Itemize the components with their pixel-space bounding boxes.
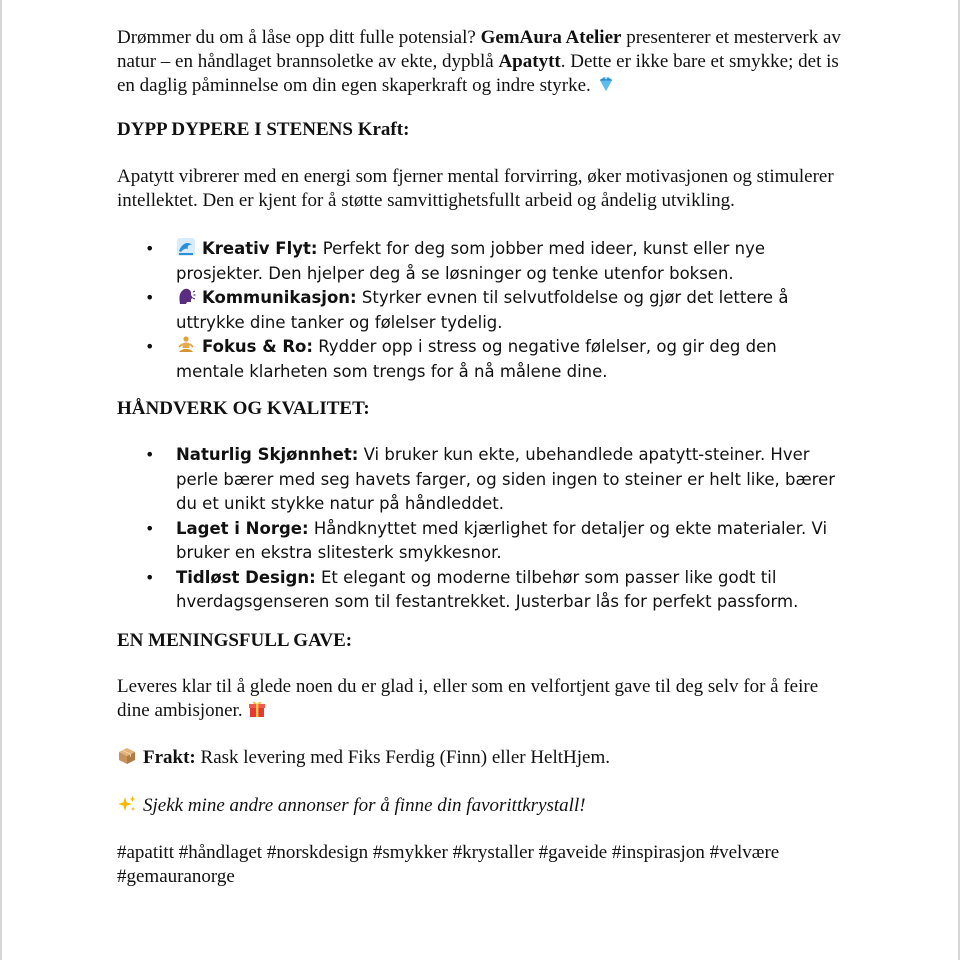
- intro-tail: . Dette er ikke bare et smykke; det is en daglig påminnelse om din egen skaperkraft og indre styrke.: [117, 51, 839, 96]
- bullet-label: Kreativ Flyt:: [202, 239, 318, 258]
- bullet-text: Rydder opp i stress og negative følelser, og gir deg den mentale klarheten som trengs for å nå målene dine.: [176, 337, 777, 381]
- shipping-label: Frakt:: [143, 746, 196, 768]
- list-item: [117, 335, 847, 384]
- section-heading-kraft: DYPP DYPERE I STENENS Kraft:: [117, 119, 410, 140]
- wave-icon: [176, 237, 196, 257]
- cta-line: [117, 794, 847, 818]
- bullet-label: Laget i Norge:: [176, 518, 309, 538]
- intro-prefix: Drømmer du om å låse opp ditt fulle potensial?: [117, 27, 476, 48]
- list-item: [117, 443, 847, 517]
- cta-text: Sjekk mine andre annonser for å finne din favorittkrystall!: [143, 794, 586, 816]
- benefits-list: [117, 237, 847, 384]
- intro-paragraph: [117, 26, 847, 98]
- meditation-icon: [176, 335, 196, 355]
- bullet-text: Perfekt for deg som jobber med ideer, kunst eller nye prosjekter. Den hjelper deg å se løsninger og tenke utenfor boksen.: [176, 239, 766, 283]
- list-item: [117, 286, 847, 335]
- bullet-label: Fokus & Ro:: [202, 337, 313, 356]
- list-item: [117, 237, 847, 286]
- section-heading-gave: EN MENINGSFULL GAVE:: [117, 629, 353, 651]
- section-heading-handverk: HÅNDVERK OG KVALITET:: [117, 398, 370, 419]
- bullet-text: Et elegant og moderne tilbehør som passer like godt til hverdagsgenseren som til festantrekket. Justerbar lås for perfekt passform.: [176, 567, 799, 611]
- section-body-gave: [117, 675, 847, 723]
- gift-icon: [247, 699, 267, 719]
- quality-list: [117, 443, 847, 615]
- bullet-text: Vi bruker kun ekte, ubehandlede apatytt-steiner. Hver perle bærer med seg havets farger, og siden ingen to steiner er helt like, bærer du et unikt stykke natur på håndleddet.: [176, 445, 836, 513]
- section-body-kraft: Apatytt vibrerer med en energi som fjerner mental forvirring, øker motivasjonen og stimulerer intellektet. Den er kjent for å støtte samvittighetsfullt arbeid og åndelig utvikling.: [117, 166, 834, 211]
- shipping-line: [117, 746, 847, 770]
- bullet-label: Kommunikasjon:: [202, 288, 357, 307]
- bullet-label: Naturlig Skjønnhet:: [176, 445, 359, 464]
- bullet-text: Håndknyttet med kjærlighet for detaljer og ekte materialer. Vi bruker en ekstra slitesterk smykkesnor.: [176, 518, 828, 562]
- package-icon: [117, 746, 137, 766]
- document-body: [117, 26, 847, 889]
- list-item: [117, 566, 847, 615]
- brand-name: GemAura Atelier: [480, 27, 622, 48]
- stone-name: Apatytt: [498, 51, 561, 72]
- bullet-text: Styrker evnen til selvutfoldelse og gjør det lettere å uttrykke dine tanker og følelser tydelig.: [176, 288, 789, 332]
- speaking-head-icon: [176, 286, 196, 306]
- gem-icon: [596, 74, 616, 94]
- sparkles-icon: [117, 794, 137, 814]
- bullet-label: Tidløst Design:: [176, 567, 316, 587]
- hashtags: #apatitt #håndlaget #norskdesign #smykker #krystaller #gaveide #inspirasjon #velvære #gemauranorge: [117, 841, 780, 887]
- list-item: [117, 517, 847, 566]
- shipping-text: Rask levering med Fiks Ferdig (Finn) eller HeltHjem.: [200, 746, 610, 768]
- intro-mid: presenterer et mesterverk av natur – en håndlaget brannsoletke av ekte, dypblå: [117, 27, 841, 72]
- gave-text: Leveres klar til å glede noen du er glad i, eller som en velfortjent gave til deg selv for å feire dine ambisjoner.: [117, 675, 819, 721]
- page-edge-left: [0, 0, 2, 960]
